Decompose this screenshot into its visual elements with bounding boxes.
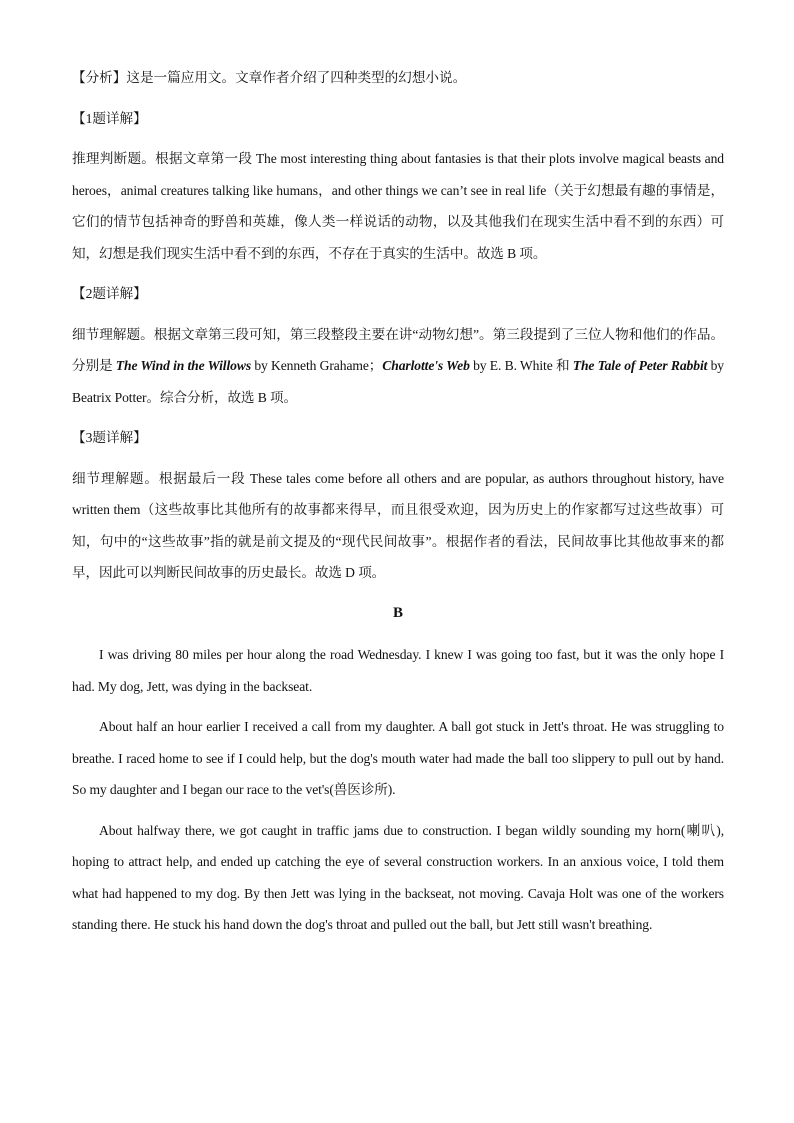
passage-b-paragraph: About halfway there, we got caught in traffic jams due to construction. I began wildly sounding my horn(喇叭), hoping to attract help, and ended up catching the eye of several construction workers. In an anxious voice, I told them what had happened to my dog. By then Jett was lying in the backseat, not moving. Cavaja Holt was one of the workers standing there. He stuck his hand down the dog's throat and pulled out the ball, but Jett still wasn't breathing.	[72, 822, 724, 932]
q2-heading: 【2题详解】	[72, 286, 147, 301]
analysis-heading: 【分析】这是一篇应用文。文章作者介绍了四种类型的幻想小说。	[72, 70, 467, 85]
book-title-charlottes-web: Charlotte's Web	[382, 358, 470, 373]
book-title-wind-in-the-willows: The Wind in the Willows	[115, 358, 252, 373]
passage-b-title: B	[392, 604, 403, 621]
q1-explanation: 推理判断题。根据文章第一段 The most interesting thing about fantasies is that their plots involve magical beasts and heroes，animal creatures talking like humans，and other things we can’t see in real life（关于幻想最有趣的事情是，它们的情节包括神奇的野兽和英雄，像人类一样说话的动物，以及其他我们在现实生活中看不到的东西）可知，幻想是我们现实生活中看不到的东西，不存在于真实的生活中。故选 B 项。	[72, 151, 724, 261]
q2-author-2: by E. B. White 和	[469, 358, 573, 373]
q3-heading: 【3题详解】	[72, 430, 147, 445]
q3-explanation: 细节理解题。根据最后一段 These tales come before all others and are popular, as authors throughout history, have written them（这些故事比其他所有的故事都来得早，而且很受欢迎，因为历史上的作家都写过这些故事）可知，句中的“这些故事”指的就是前文提及的“现代民间故事”。根据作者的看法，民间故事比其他故事来的都早，因此可以判断民间故事的历史最长。故选 D 项。	[72, 470, 724, 580]
q2-author-3: by Beatrix Potter。综合分析，故选 B 项。	[72, 358, 724, 405]
q2-explanation	[72, 319, 724, 414]
document-page	[72, 62, 724, 950]
q2-author-1: by Kenneth Grahame；	[251, 358, 383, 373]
book-title-tale-of-peter-rabbit: The Tale of Peter Rabbit	[572, 358, 708, 373]
passage-b-paragraph: I was driving 80 miles per hour along the road Wednesday. I knew I was going too fast, but it was the only hope I had. My dog, Jett, was dying in the backseat.	[72, 647, 724, 694]
passage-b-paragraph: About half an hour earlier I received a call from my daughter. A ball got stuck in Jett's throat. He was struggling to breathe. I raced home to see if I could help, but the dog's mouth water had made the ball too slippery to pull out by hand. So my daughter and I began our race to the vet's(兽医诊所).	[72, 719, 724, 797]
q2-text-prefix: 细节理解题。根据文章第三段可知，第三段整段主要在讲“动物幻想”。第三段提到了三位人物和他们的作品。分别是	[72, 326, 724, 373]
q1-heading: 【1题详解】	[72, 110, 147, 126]
